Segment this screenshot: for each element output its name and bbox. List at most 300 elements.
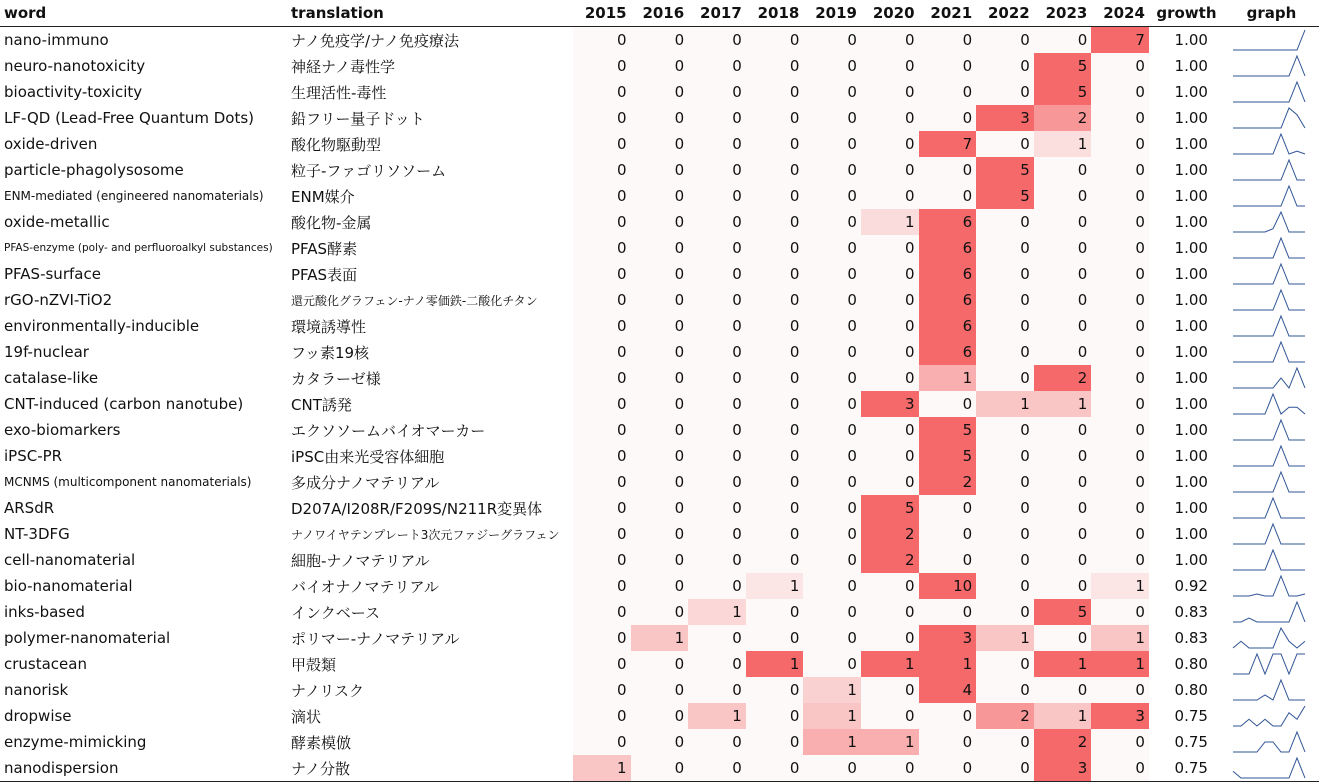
- count-cell-2015[interactable]: 0: [573, 157, 631, 183]
- table-row[interactable]: [0, 547, 1319, 573]
- count-cell-2018[interactable]: 0: [746, 339, 804, 365]
- count-cell-2018[interactable]: 0: [746, 53, 804, 79]
- count-cell-2024[interactable]: 0: [1091, 235, 1149, 261]
- translation-cell[interactable]: D207A/I208R/F209S/N211R変異体: [291, 499, 543, 518]
- count-cell-2019[interactable]: 0: [803, 495, 861, 521]
- word-cell[interactable]: nanorisk: [4, 681, 69, 699]
- count-cell-2015[interactable]: 0: [573, 703, 631, 729]
- translation-cell[interactable]: ポリマー-ナノマテリアル: [291, 629, 460, 648]
- count-cell-2016[interactable]: 0: [631, 131, 689, 157]
- count-cell-2024[interactable]: 0: [1091, 131, 1149, 157]
- growth-cell[interactable]: 1.00: [1174, 265, 1208, 283]
- count-cell-2020[interactable]: 0: [861, 235, 919, 261]
- table-row[interactable]: [0, 27, 1319, 54]
- count-cell-2024[interactable]: 0: [1091, 79, 1149, 105]
- count-cell-2024[interactable]: 1: [1091, 573, 1149, 599]
- growth-cell[interactable]: 1.00: [1174, 447, 1208, 465]
- count-cell-2018[interactable]: 0: [746, 469, 804, 495]
- count-cell-2024[interactable]: 0: [1091, 391, 1149, 417]
- word-cell[interactable]: catalase-like: [4, 369, 99, 387]
- count-cell-2023[interactable]: 0: [1034, 287, 1092, 313]
- graph-cell[interactable]: [1224, 261, 1319, 287]
- count-cell-2015[interactable]: 0: [573, 625, 631, 651]
- growth-cell[interactable]: 1.00: [1174, 551, 1208, 569]
- count-cell-2016[interactable]: 0: [631, 365, 689, 391]
- word-cell[interactable]: PFAS-enzyme (poly- and perfluoroalkyl substances): [4, 242, 273, 254]
- count-cell-2021[interactable]: 0: [919, 521, 977, 547]
- count-cell-2020[interactable]: 0: [861, 625, 919, 651]
- count-cell-2017[interactable]: 0: [688, 391, 746, 417]
- count-cell-2022[interactable]: 0: [976, 131, 1034, 157]
- count-cell-2017[interactable]: 0: [688, 313, 746, 339]
- count-cell-2016[interactable]: 0: [631, 27, 689, 54]
- translation-cell[interactable]: 酸化物-金属: [291, 213, 372, 232]
- count-cell-2021[interactable]: 6: [919, 235, 977, 261]
- count-cell-2022[interactable]: 0: [976, 521, 1034, 547]
- count-cell-2017[interactable]: 0: [688, 547, 746, 573]
- count-cell-2016[interactable]: 0: [631, 469, 689, 495]
- count-cell-2015[interactable]: 0: [573, 365, 631, 391]
- count-cell-2019[interactable]: 0: [803, 183, 861, 209]
- graph-cell[interactable]: [1224, 417, 1319, 443]
- count-cell-2024[interactable]: 0: [1091, 729, 1149, 755]
- translation-cell[interactable]: 多成分ナノマテリアル: [291, 473, 440, 492]
- translation-cell[interactable]: 粒子-ファゴリソソーム: [291, 161, 447, 180]
- count-cell-2018[interactable]: 0: [746, 287, 804, 313]
- count-cell-2022[interactable]: 0: [976, 677, 1034, 703]
- graph-cell[interactable]: [1224, 131, 1319, 157]
- count-cell-2020[interactable]: 0: [861, 105, 919, 131]
- word-cell[interactable]: dropwise: [4, 707, 72, 725]
- count-cell-2021[interactable]: 6: [919, 339, 977, 365]
- count-cell-2019[interactable]: 0: [803, 339, 861, 365]
- translation-cell[interactable]: 酵素模倣: [291, 733, 352, 752]
- count-cell-2022[interactable]: 1: [976, 625, 1034, 651]
- translation-cell[interactable]: ナノ免疫学/ナノ免疫療法: [291, 31, 459, 50]
- growth-cell[interactable]: 1.00: [1174, 473, 1208, 491]
- header-year-2017[interactable]: 2017: [688, 0, 746, 27]
- count-cell-2018[interactable]: 0: [746, 209, 804, 235]
- count-cell-2019[interactable]: 0: [803, 79, 861, 105]
- graph-cell[interactable]: [1224, 79, 1319, 105]
- word-cell[interactable]: crustacean: [4, 655, 87, 673]
- count-cell-2016[interactable]: 0: [631, 105, 689, 131]
- count-cell-2023[interactable]: 1: [1034, 131, 1092, 157]
- count-cell-2019[interactable]: 0: [803, 391, 861, 417]
- count-cell-2021[interactable]: 5: [919, 417, 977, 443]
- count-cell-2016[interactable]: 0: [631, 729, 689, 755]
- count-cell-2020[interactable]: 0: [861, 53, 919, 79]
- count-cell-2019[interactable]: 1: [803, 729, 861, 755]
- count-cell-2018[interactable]: 0: [746, 391, 804, 417]
- count-cell-2023[interactable]: 0: [1034, 495, 1092, 521]
- count-cell-2015[interactable]: 0: [573, 391, 631, 417]
- count-cell-2021[interactable]: 0: [919, 27, 977, 54]
- count-cell-2015[interactable]: 0: [573, 131, 631, 157]
- header-year-2016[interactable]: 2016: [631, 0, 689, 27]
- graph-cell[interactable]: [1224, 53, 1319, 79]
- count-cell-2024[interactable]: 0: [1091, 469, 1149, 495]
- count-cell-2016[interactable]: 0: [631, 53, 689, 79]
- count-cell-2017[interactable]: 0: [688, 573, 746, 599]
- table-row[interactable]: [0, 443, 1319, 469]
- translation-cell[interactable]: ナノワイヤテンプレート3次元ファジーグラフェン: [291, 527, 560, 542]
- table-row[interactable]: [0, 573, 1319, 599]
- count-cell-2023[interactable]: 2: [1034, 729, 1092, 755]
- table-row[interactable]: [0, 495, 1319, 521]
- count-cell-2020[interactable]: 1: [861, 651, 919, 677]
- count-cell-2017[interactable]: 0: [688, 729, 746, 755]
- graph-cell[interactable]: [1224, 443, 1319, 469]
- count-cell-2024[interactable]: 0: [1091, 209, 1149, 235]
- table-row[interactable]: [0, 677, 1319, 703]
- count-cell-2020[interactable]: 0: [861, 573, 919, 599]
- graph-cell[interactable]: [1224, 703, 1319, 729]
- count-cell-2019[interactable]: 0: [803, 755, 861, 782]
- count-cell-2015[interactable]: 0: [573, 287, 631, 313]
- count-cell-2021[interactable]: 6: [919, 209, 977, 235]
- translation-cell[interactable]: 還元酸化グラフェン-ナノ零価鉄-二酸化チタン: [291, 293, 538, 308]
- count-cell-2024[interactable]: 0: [1091, 599, 1149, 625]
- table-row[interactable]: [0, 105, 1319, 131]
- count-cell-2022[interactable]: 0: [976, 495, 1034, 521]
- count-cell-2018[interactable]: 0: [746, 417, 804, 443]
- count-cell-2016[interactable]: 0: [631, 573, 689, 599]
- count-cell-2021[interactable]: 4: [919, 677, 977, 703]
- growth-cell[interactable]: 1.00: [1174, 499, 1208, 517]
- word-cell[interactable]: inks-based: [4, 603, 85, 621]
- count-cell-2019[interactable]: 0: [803, 651, 861, 677]
- word-cell[interactable]: nanodispersion: [0, 755, 287, 782]
- graph-cell[interactable]: [1224, 547, 1319, 573]
- count-cell-2020[interactable]: 2: [861, 547, 919, 573]
- count-cell-2015[interactable]: 0: [573, 651, 631, 677]
- graph-cell[interactable]: [1224, 287, 1319, 313]
- count-cell-2017[interactable]: 0: [688, 235, 746, 261]
- count-cell-2019[interactable]: 0: [803, 313, 861, 339]
- count-cell-2019[interactable]: 0: [803, 365, 861, 391]
- growth-cell[interactable]: 1.00: [1174, 525, 1208, 543]
- graph-cell[interactable]: [1224, 677, 1319, 703]
- count-cell-2023[interactable]: 0: [1034, 443, 1092, 469]
- table-row[interactable]: [0, 53, 1319, 79]
- graph-cell[interactable]: [1224, 729, 1319, 755]
- count-cell-2023[interactable]: 5: [1034, 53, 1092, 79]
- graph-cell[interactable]: [1224, 651, 1319, 677]
- growth-cell[interactable]: 1.00: [1174, 109, 1208, 127]
- word-cell[interactable]: nano-immuno: [4, 31, 109, 49]
- graph-cell[interactable]: [1224, 27, 1319, 54]
- count-cell-2023[interactable]: 0: [1034, 677, 1092, 703]
- table-row[interactable]: [0, 755, 1319, 782]
- count-cell-2022[interactable]: 0: [976, 417, 1034, 443]
- table-row[interactable]: [0, 521, 1319, 547]
- count-cell-2015[interactable]: 0: [573, 53, 631, 79]
- growth-cell[interactable]: 1.00: [1174, 31, 1208, 49]
- count-cell-2017[interactable]: 0: [688, 183, 746, 209]
- translation-cell[interactable]: 神経ナノ毒性学: [291, 57, 395, 76]
- count-cell-2022[interactable]: 5: [976, 183, 1034, 209]
- translation-cell[interactable]: フッ素19核: [291, 343, 370, 362]
- growth-cell[interactable]: 1.00: [1174, 83, 1208, 101]
- count-cell-2022[interactable]: 0: [976, 287, 1034, 313]
- count-cell-2017[interactable]: 0: [688, 287, 746, 313]
- table-row[interactable]: [0, 729, 1319, 755]
- count-cell-2022[interactable]: 0: [976, 599, 1034, 625]
- graph-cell[interactable]: [1224, 105, 1319, 131]
- count-cell-2019[interactable]: 0: [803, 443, 861, 469]
- count-cell-2016[interactable]: 0: [631, 651, 689, 677]
- count-cell-2021[interactable]: 0: [919, 105, 977, 131]
- count-cell-2018[interactable]: 0: [746, 261, 804, 287]
- count-cell-2016[interactable]: 0: [631, 79, 689, 105]
- count-cell-2016[interactable]: 0: [631, 235, 689, 261]
- graph-cell[interactable]: [1224, 573, 1319, 599]
- count-cell-2021[interactable]: 3: [919, 625, 977, 651]
- count-cell-2015[interactable]: 0: [573, 495, 631, 521]
- count-cell-2016[interactable]: 0: [631, 443, 689, 469]
- count-cell-2018[interactable]: 0: [746, 79, 804, 105]
- count-cell-2022[interactable]: 0: [976, 443, 1034, 469]
- growth-cell[interactable]: 0.83: [1174, 603, 1208, 621]
- count-cell-2022[interactable]: 0: [976, 729, 1034, 755]
- count-cell-2024[interactable]: 0: [1091, 183, 1149, 209]
- count-cell-2017[interactable]: 0: [688, 339, 746, 365]
- count-cell-2020[interactable]: 0: [861, 703, 919, 729]
- count-cell-2017[interactable]: 0: [688, 261, 746, 287]
- count-cell-2020[interactable]: 2: [861, 521, 919, 547]
- graph-cell[interactable]: [1224, 235, 1319, 261]
- count-cell-2015[interactable]: 0: [573, 79, 631, 105]
- word-cell[interactable]: polymer-nanomaterial: [4, 629, 171, 647]
- count-cell-2021[interactable]: 6: [919, 313, 977, 339]
- count-cell-2020[interactable]: 0: [861, 417, 919, 443]
- count-cell-2017[interactable]: 0: [688, 443, 746, 469]
- translation-cell[interactable]: ENM媒介: [291, 187, 355, 206]
- table-row[interactable]: [0, 235, 1319, 261]
- count-cell-2017[interactable]: 0: [688, 79, 746, 105]
- count-cell-2019[interactable]: 0: [803, 469, 861, 495]
- graph-cell[interactable]: [1224, 521, 1319, 547]
- count-cell-2022[interactable]: 3: [976, 105, 1034, 131]
- count-cell-2018[interactable]: 0: [746, 755, 804, 782]
- word-cell[interactable]: cell-nanomaterial: [4, 551, 136, 569]
- count-cell-2017[interactable]: 0: [688, 209, 746, 235]
- growth-cell[interactable]: 0.80: [1174, 655, 1208, 673]
- count-cell-2017[interactable]: 0: [688, 131, 746, 157]
- count-cell-2024[interactable]: 0: [1091, 365, 1149, 391]
- count-cell-2016[interactable]: 0: [631, 261, 689, 287]
- count-cell-2016[interactable]: 0: [631, 209, 689, 235]
- growth-cell[interactable]: 1.00: [1174, 343, 1208, 361]
- count-cell-2015[interactable]: 0: [573, 469, 631, 495]
- count-cell-2022[interactable]: 0: [976, 53, 1034, 79]
- count-cell-2023[interactable]: 0: [1034, 157, 1092, 183]
- count-cell-2021[interactable]: 0: [919, 183, 977, 209]
- count-cell-2023[interactable]: 0: [1034, 183, 1092, 209]
- word-cell[interactable]: CNT-induced (carbon nanotube): [4, 395, 244, 413]
- count-cell-2023[interactable]: 3: [1034, 755, 1092, 782]
- count-cell-2017[interactable]: 0: [688, 625, 746, 651]
- count-cell-2020[interactable]: 0: [861, 313, 919, 339]
- count-cell-2023[interactable]: 0: [1034, 261, 1092, 287]
- word-cell[interactable]: LF-QD (Lead-Free Quantum Dots): [4, 109, 255, 127]
- growth-cell[interactable]: 0.75: [1149, 755, 1224, 782]
- header-year-2021[interactable]: 2021: [919, 0, 977, 27]
- count-cell-2015[interactable]: 0: [573, 105, 631, 131]
- count-cell-2018[interactable]: 0: [746, 729, 804, 755]
- word-cell[interactable]: oxide-driven: [4, 135, 98, 153]
- count-cell-2018[interactable]: 0: [746, 495, 804, 521]
- count-cell-2021[interactable]: 10: [919, 573, 977, 599]
- count-cell-2019[interactable]: 0: [803, 573, 861, 599]
- count-cell-2024[interactable]: 0: [1091, 547, 1149, 573]
- count-cell-2020[interactable]: 0: [861, 157, 919, 183]
- count-cell-2023[interactable]: 0: [1034, 339, 1092, 365]
- translation-cell[interactable]: PFAS表面: [291, 265, 358, 284]
- count-cell-2016[interactable]: 0: [631, 391, 689, 417]
- graph-cell[interactable]: [1224, 339, 1319, 365]
- count-cell-2022[interactable]: 0: [976, 547, 1034, 573]
- table-row[interactable]: [0, 261, 1319, 287]
- header-graph[interactable]: graph: [1224, 0, 1319, 27]
- count-cell-2022[interactable]: 1: [976, 391, 1034, 417]
- count-cell-2017[interactable]: 0: [688, 27, 746, 54]
- count-cell-2016[interactable]: 0: [631, 547, 689, 573]
- graph-cell[interactable]: [1224, 365, 1319, 391]
- count-cell-2020[interactable]: 0: [861, 339, 919, 365]
- table-row[interactable]: [0, 313, 1319, 339]
- count-cell-2016[interactable]: 0: [631, 677, 689, 703]
- count-cell-2016[interactable]: 0: [631, 417, 689, 443]
- count-cell-2020[interactable]: 0: [861, 183, 919, 209]
- count-cell-2022[interactable]: 0: [976, 469, 1034, 495]
- count-cell-2017[interactable]: 0: [688, 677, 746, 703]
- word-cell[interactable]: ARSdR: [4, 499, 55, 517]
- count-cell-2023[interactable]: 0: [1034, 469, 1092, 495]
- count-cell-2024[interactable]: 1: [1091, 651, 1149, 677]
- count-cell-2019[interactable]: 0: [803, 521, 861, 547]
- count-cell-2018[interactable]: 0: [746, 183, 804, 209]
- count-cell-2024[interactable]: 0: [1091, 313, 1149, 339]
- count-cell-2024[interactable]: 0: [1091, 105, 1149, 131]
- header-year-2023[interactable]: 2023: [1034, 0, 1092, 27]
- count-cell-2023[interactable]: 0: [1034, 235, 1092, 261]
- count-cell-2020[interactable]: 5: [861, 495, 919, 521]
- word-cell[interactable]: ENM-mediated (engineered nanomaterials): [4, 189, 264, 203]
- count-cell-2018[interactable]: 0: [746, 27, 804, 54]
- growth-cell[interactable]: 1.00: [1174, 395, 1208, 413]
- count-cell-2017[interactable]: 0: [688, 53, 746, 79]
- word-cell[interactable]: rGO-nZVI-TiO2: [4, 291, 113, 309]
- count-cell-2021[interactable]: 0: [919, 157, 977, 183]
- translation-cell[interactable]: ナノリスク: [291, 681, 365, 700]
- growth-cell[interactable]: 0.75: [1174, 707, 1208, 725]
- header-word[interactable]: word: [0, 0, 287, 27]
- growth-cell[interactable]: 1.00: [1174, 369, 1208, 387]
- count-cell-2015[interactable]: 0: [573, 183, 631, 209]
- table-row[interactable]: [0, 391, 1319, 417]
- count-cell-2015[interactable]: 0: [573, 235, 631, 261]
- table-row[interactable]: [0, 131, 1319, 157]
- count-cell-2023[interactable]: 0: [1034, 27, 1092, 54]
- count-cell-2015[interactable]: 0: [573, 521, 631, 547]
- growth-cell[interactable]: 1.00: [1174, 57, 1208, 75]
- word-cell[interactable]: 19f-nuclear: [4, 343, 89, 361]
- count-cell-2024[interactable]: 0: [1091, 755, 1149, 782]
- header-year-2019[interactable]: 2019: [803, 0, 861, 27]
- translation-cell[interactable]: iPSC由来光受容体細胞: [291, 447, 445, 466]
- count-cell-2023[interactable]: 0: [1034, 417, 1092, 443]
- count-cell-2024[interactable]: 0: [1091, 339, 1149, 365]
- count-cell-2018[interactable]: 0: [746, 443, 804, 469]
- translation-cell[interactable]: カタラーゼ様: [291, 369, 381, 388]
- count-cell-2020[interactable]: 0: [861, 287, 919, 313]
- growth-cell[interactable]: 0.83: [1174, 629, 1208, 647]
- count-cell-2024[interactable]: 0: [1091, 521, 1149, 547]
- translation-cell[interactable]: バイオナノマテリアル: [291, 577, 439, 596]
- count-cell-2021[interactable]: 2: [919, 469, 977, 495]
- count-cell-2020[interactable]: 0: [861, 677, 919, 703]
- growth-cell[interactable]: 0.80: [1174, 681, 1208, 699]
- count-cell-2015[interactable]: 0: [573, 729, 631, 755]
- count-cell-2024[interactable]: 1: [1091, 625, 1149, 651]
- growth-cell[interactable]: 1.00: [1174, 213, 1208, 231]
- count-cell-2024[interactable]: 0: [1091, 495, 1149, 521]
- count-cell-2015[interactable]: 0: [573, 339, 631, 365]
- translation-cell[interactable]: 甲殻類: [291, 655, 337, 674]
- graph-cell[interactable]: [1224, 209, 1319, 235]
- count-cell-2018[interactable]: 0: [746, 365, 804, 391]
- count-cell-2024[interactable]: 3: [1091, 703, 1149, 729]
- count-cell-2017[interactable]: 0: [688, 521, 746, 547]
- graph-cell[interactable]: [1224, 755, 1319, 782]
- count-cell-2023[interactable]: 1: [1034, 651, 1092, 677]
- word-cell[interactable]: environmentally-inducible: [4, 317, 200, 335]
- translation-cell[interactable]: インクベース: [291, 603, 380, 622]
- count-cell-2023[interactable]: 0: [1034, 573, 1092, 599]
- count-cell-2022[interactable]: 5: [976, 157, 1034, 183]
- count-cell-2018[interactable]: 0: [746, 157, 804, 183]
- growth-cell[interactable]: 1.00: [1174, 187, 1208, 205]
- growth-cell[interactable]: 0.92: [1174, 577, 1208, 595]
- table-row[interactable]: [0, 79, 1319, 105]
- count-cell-2022[interactable]: 0: [976, 339, 1034, 365]
- count-cell-2023[interactable]: 2: [1034, 105, 1092, 131]
- count-cell-2022[interactable]: 0: [976, 313, 1034, 339]
- count-cell-2022[interactable]: 0: [976, 261, 1034, 287]
- table-row[interactable]: [0, 625, 1319, 651]
- graph-cell[interactable]: [1224, 183, 1319, 209]
- count-cell-2020[interactable]: 0: [861, 79, 919, 105]
- count-cell-2017[interactable]: 0: [688, 469, 746, 495]
- word-cell[interactable]: bio-nanomaterial: [4, 577, 133, 595]
- count-cell-2022[interactable]: 0: [976, 209, 1034, 235]
- count-cell-2019[interactable]: 1: [803, 677, 861, 703]
- count-cell-2016[interactable]: 0: [631, 287, 689, 313]
- count-cell-2024[interactable]: 0: [1091, 53, 1149, 79]
- growth-cell[interactable]: 0.75: [1174, 733, 1208, 751]
- graph-cell[interactable]: [1224, 625, 1319, 651]
- count-cell-2015[interactable]: 0: [573, 599, 631, 625]
- count-cell-2016[interactable]: 0: [631, 183, 689, 209]
- growth-cell[interactable]: 1.00: [1174, 421, 1208, 439]
- growth-cell[interactable]: 1.00: [1174, 161, 1208, 179]
- graph-cell[interactable]: [1224, 313, 1319, 339]
- graph-cell[interactable]: [1224, 391, 1319, 417]
- count-cell-2021[interactable]: 6: [919, 261, 977, 287]
- count-cell-2021[interactable]: 0: [919, 391, 977, 417]
